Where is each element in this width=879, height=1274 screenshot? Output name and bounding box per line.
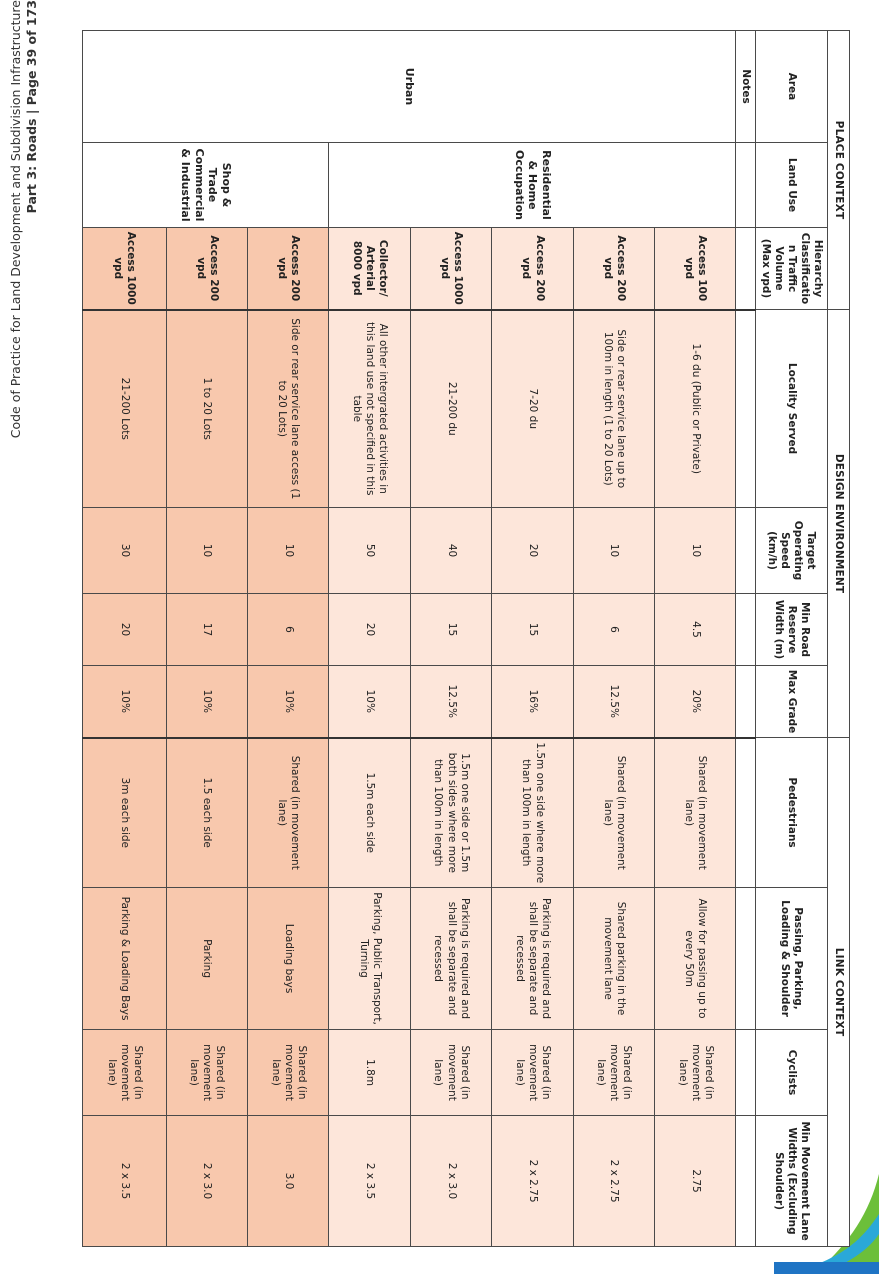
pedestrians-cell: 3m each side [83,738,167,888]
table-row [247,31,328,1247]
locality-cell: All other intergrated activities in this land use not specified in this table [329,310,410,508]
road-design-table [82,30,850,1247]
section-link-context: LINK CONTEXT [827,738,849,1247]
locality-cell: Side or rear service lane access (1 to 20 Lots) [247,310,328,508]
speed-cell: 10 [655,508,736,594]
pedestrians-cell: 1.5m one side or 1.5m both sides where more than 100m in length [410,738,491,888]
passing-cell: Parking, Public Transport, Turning [329,888,410,1030]
header-grade: Max Grade [755,666,827,738]
passing-cell: Shared parking in the movement lane [573,888,654,1030]
cyclists-cell: Shared (in movement lane) [492,1030,573,1116]
land-use-commercial: Shop & Trade Commercial & Industrial [83,143,329,228]
pedestrians-cell: 1.5m one side where more than 100m in length [492,738,573,888]
cyclists-cell: Shared (in movement lane) [410,1030,491,1116]
section-place-context: PLACE CONTEXT [827,31,849,310]
header-reserve: Min Road Reserve Width (m) [755,594,827,666]
grade-cell: 10% [247,666,328,738]
speed-cell: 40 [410,508,491,594]
passing-cell: Parking [166,888,247,1030]
reserve-width-cell: 20 [83,594,167,666]
passing-cell: Loading bays [247,888,328,1030]
pedestrians-cell: Shared (in movement lane) [247,738,328,888]
cyclists-cell: Shared (in movement lane) [83,1030,167,1116]
lane-widths-cell: 2 x 3.0 [410,1116,491,1247]
speed-cell: 10 [573,508,654,594]
cyclists-cell: Shared (in movement lane) [655,1030,736,1116]
cyclists-cell: Shared (in movement lane) [247,1030,328,1116]
pedestrians-cell: Shared (in movement lane) [573,738,654,888]
notes-row [736,31,755,1247]
header-speed: Target Operating Speed (km/h) [755,508,827,594]
speed-cell: 10 [166,508,247,594]
grade-cell: 10% [329,666,410,738]
locality-cell: Side or rear service lane up to 100m in length (1 to 20 Lots) [573,310,654,508]
passing-cell: Allow for passing up to every 50m [655,888,736,1030]
pedestrians-cell: 1.5m each side [329,738,410,888]
grade-cell: 12.5% [410,666,491,738]
cyclists-cell: Shared (in movement lane) [166,1030,247,1116]
grade-cell: 12.5% [573,666,654,738]
reserve-width-cell: 20 [329,594,410,666]
notes-label: Notes [736,31,755,143]
reserve-width-cell: 17 [166,594,247,666]
cyclists-cell: 1.8m [329,1030,410,1116]
cyclists-cell: Shared (in movement lane) [573,1030,654,1116]
hierarchy-cell: Access 100 vpd [655,228,736,310]
grade-cell: 10% [166,666,247,738]
hierarchy-cell: Access 200 vpd [166,228,247,310]
passing-cell: Parking is required and shall be separate and recessed [492,888,573,1030]
header-passing: Passing, Parking, Loading & Shoulder [755,888,827,1030]
hierarchy-cell: Access 1000 vpd [410,228,491,310]
hierarchy-cell: Access 200 vpd [492,228,573,310]
grade-cell: 20% [655,666,736,738]
table-row [655,31,736,1247]
road-design-table-container [82,30,850,1246]
header-land-use: Land Use [755,143,827,228]
hierarchy-cell: Access 200 vpd [573,228,654,310]
locality-cell: 21-200 Lots [83,310,167,508]
lane-widths-cell: 3.0 [247,1116,328,1247]
locality-cell: 21-200 du [410,310,491,508]
lane-widths-cell: 2 x 3.0 [166,1116,247,1247]
section-header-row [827,31,849,1247]
header-locality: Locality Served [755,310,827,508]
reserve-width-cell: 6 [573,594,654,666]
hierarchy-cell: Collector/ Arterial 8000 vpd [329,228,410,310]
header-hierarchy: Hierarchy Classification Traffic Volume (Max vpd) [755,228,827,310]
grade-cell: 16% [492,666,573,738]
footer-page-info: Part 3: Roads | Page 39 of 173 [24,0,39,214]
hierarchy-cell: Access 1000 vpd [83,228,167,310]
pedestrians-cell: Shared (in movement lane) [655,738,736,888]
speed-cell: 30 [83,508,167,594]
hierarchy-cell: Access 200 vpd [247,228,328,310]
locality-cell: 1-6 du (Public or Private) [655,310,736,508]
reserve-width-cell: 4.5 [655,594,736,666]
reserve-width-cell: 15 [410,594,491,666]
page-footer [8,0,48,560]
speed-cell: 20 [492,508,573,594]
locality-cell: 1 to 20 Lots [166,310,247,508]
speed-cell: 50 [329,508,410,594]
grade-cell: 10% [83,666,167,738]
header-pedestrians: Pedestrians [755,738,827,888]
reserve-width-cell: 6 [247,594,328,666]
header-cyclists: Cyclists [755,1030,827,1116]
lane-widths-cell: 2.75 [655,1116,736,1247]
passing-cell: Parking & Loading Bays [83,888,167,1030]
footer-document-title: Code of Practice for Land Development and Subdivision Infrastructure [8,0,23,439]
passing-cell: Parking is required and shall be separate and recessed [410,888,491,1030]
column-header-row [755,31,827,1247]
lane-widths-cell: 2 x 3.5 [329,1116,410,1247]
pedestrians-cell: 1.5 each side [166,738,247,888]
header-area: Area [755,31,827,143]
lane-widths-cell: 2 x 2.75 [492,1116,573,1247]
lane-widths-cell: 2 x 2.75 [573,1116,654,1247]
header-lane-widths: Min Movement Lane Widths (Excluding Shoulder) [755,1116,827,1247]
table-body [83,31,736,1247]
section-design-environment: DESIGN ENVIRONMENT [827,310,849,738]
locality-cell: 7-20 du [492,310,573,508]
speed-cell: 10 [247,508,328,594]
reserve-width-cell: 15 [492,594,573,666]
area-cell: Urban [83,31,736,143]
land-use-residential: Residential & Home Occupation [329,143,736,228]
lane-widths-cell: 2 x 3.5 [83,1116,167,1247]
